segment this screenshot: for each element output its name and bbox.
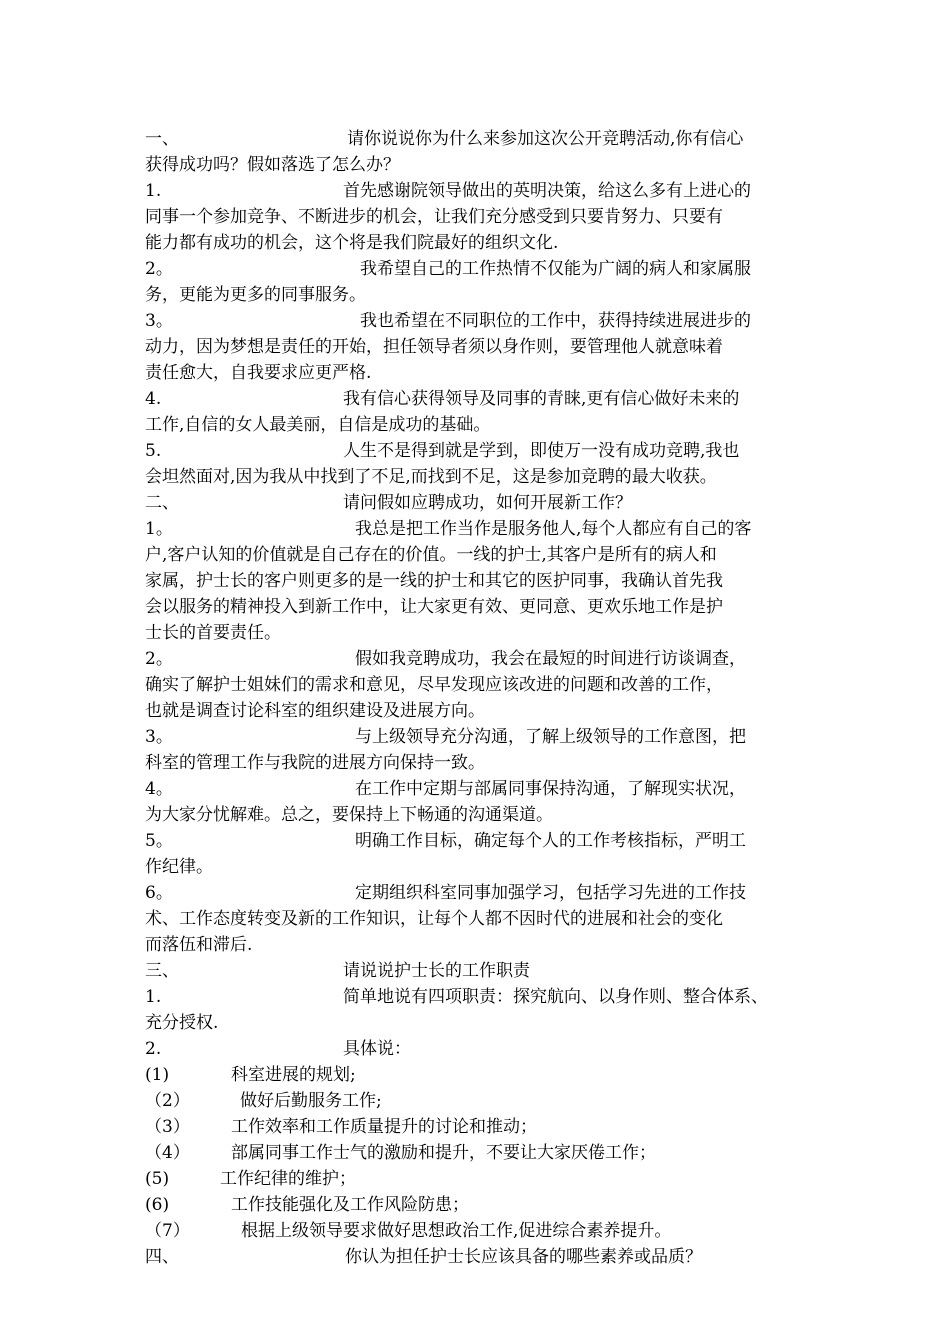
paragraph-number: 1. (145, 987, 162, 1007)
paragraph-first-line: 我总是把工作当作是服务他人,每个人都应有自己的客 (355, 519, 752, 539)
paragraph-number: 6。 (145, 883, 173, 903)
paragraph-number: 5. (145, 441, 162, 461)
paragraph (145, 1192, 825, 1218)
document-body (145, 126, 825, 1270)
paragraph-number: 2。 (145, 649, 173, 669)
paragraph-first-line: 人生不是得到就是学到，即使万一没有成功竞聘,我也 (343, 441, 740, 461)
paragraph (145, 308, 825, 386)
paragraph (145, 386, 825, 438)
paragraph-number: 二、 (145, 493, 179, 513)
paragraph (145, 1114, 825, 1140)
paragraph-line: 责任愈大，自我要求应更严格. (145, 363, 372, 383)
paragraph-line: 务，更能为更多的同事服务。 (145, 285, 366, 305)
paragraph-line: 动力，因为梦想是责任的开始，担任领导者须以身作则，要管理他人就意味着 (145, 337, 723, 357)
paragraph-first-line: 与上级领导充分沟通，了解上级领导的工作意图，把 (355, 727, 746, 747)
paragraph-first-line: 简单地说有四项职责：探究航向、以身作则、整合体系、 (343, 987, 768, 1007)
paragraph-first-line: 请问假如应聘成功，如何开展新工作？ (343, 493, 632, 513)
paragraph-line: 能力都有成功的机会，这个将是我们院最好的组织文化. (145, 233, 559, 253)
paragraph-number: 1. (145, 181, 162, 201)
paragraph (145, 1166, 825, 1192)
paragraph-line: 会以服务的精神投入到新工作中，让大家更有效、更同意、更欢乐地工作是护 (145, 597, 723, 617)
paragraph-first-line: 我希望自己的工作热情不仅能为广阔的病人和家属服 (360, 259, 751, 279)
paragraph-line: 术、工作态度转变及新的工作知识，让每个人都不因时代的进展和社会的变化 (145, 909, 723, 929)
paragraph-number: 4. (145, 389, 162, 409)
paragraph-number: （7） (145, 1221, 190, 1241)
paragraph-first-line: 工作效率和工作质量提升的讨论和推动； (231, 1117, 537, 1137)
paragraph-line: 士长的首要责任。 (145, 623, 281, 643)
paragraph-line: 同事一个参加竞争、不断进步的机会，让我们充分感受到只要肯努力、只要有 (145, 207, 723, 227)
paragraph (145, 1062, 825, 1088)
paragraph-number: 三、 (145, 961, 179, 981)
paragraph-number: 1。 (145, 519, 173, 539)
paragraph-line: 会坦然面对,因为我从中找到了不足,而找到不足，这是参加竞聘的最大收获。 (145, 467, 717, 487)
paragraph-number: (1) (145, 1065, 170, 1085)
paragraph-line: 获得成功吗？假如落选了怎么办？ (145, 155, 400, 175)
paragraph-number: 5。 (145, 831, 173, 851)
paragraph (145, 1140, 825, 1166)
paragraph-line: 作纪律。 (145, 857, 213, 877)
paragraph-number: (5) (145, 1169, 170, 1189)
paragraph-first-line: 你认为担任护士长应该具备的哪些素养或品质？ (345, 1247, 702, 1267)
paragraph (145, 256, 825, 308)
paragraph (145, 646, 825, 724)
paragraph-first-line: 工作技能强化及工作风险防患； (231, 1195, 469, 1215)
paragraph-first-line: 做好后勤服务工作; (240, 1091, 382, 1111)
paragraph-first-line: 请说说护士长的工作职责 (343, 961, 530, 981)
paragraph (145, 880, 825, 958)
paragraph (145, 828, 825, 880)
paragraph-line: 确实了解护士姐妹们的需求和意见，尽早发现应该改进的问题和改善的工作， (145, 675, 723, 695)
paragraph-line: 为大家分忧解难。总之，要保持上下畅通的沟通渠道。 (145, 805, 553, 825)
paragraph-first-line: 请你说说你为什么来参加这次公开竞聘活动,你有信心 (347, 129, 744, 149)
paragraph (145, 1244, 825, 1270)
paragraph-number: （4） (145, 1143, 190, 1163)
paragraph-line: 科室的管理工作与我院的进展方向保持一致。 (145, 753, 485, 773)
paragraph-number: 一、 (145, 129, 179, 149)
paragraph-first-line: 科室进展的规划; (231, 1065, 356, 1085)
paragraph (145, 984, 825, 1036)
paragraph-first-line: 具体说： (343, 1039, 411, 1059)
paragraph (145, 1088, 825, 1114)
paragraph-first-line: 假如我竞聘成功，我会在最短的时间进行访谈调查， (355, 649, 746, 669)
paragraph (145, 776, 825, 828)
paragraph (145, 1036, 825, 1062)
paragraph-line: 家属，护士长的客户则更多的是一线的护士和其它的医护同事，我确认首先我 (145, 571, 723, 591)
paragraph-first-line: 工作纪律的维护； (220, 1169, 356, 1189)
paragraph-line: 充分授权. (145, 1013, 219, 1033)
paragraph-first-line: 我也希望在不同职位的工作中，获得持续进展进步的 (360, 311, 751, 331)
paragraph (145, 490, 825, 516)
paragraph-first-line: 根据上级领导要求做好思想政治工作,促进综合素养提升。 (241, 1221, 672, 1241)
paragraph-first-line: 定期组织科室同事加强学习，包括学习先进的工作技 (355, 883, 746, 903)
paragraph-number: 4。 (145, 779, 173, 799)
paragraph-first-line: 明确工作目标，确定每个人的工作考核指标，严明工 (355, 831, 746, 851)
paragraph (145, 516, 825, 646)
paragraph-number: 2。 (145, 259, 173, 279)
paragraph-number: 2. (145, 1039, 162, 1059)
paragraph (145, 1218, 825, 1244)
paragraph (145, 438, 825, 490)
paragraph-number: （3） (145, 1117, 190, 1137)
paragraph-first-line: 首先感谢院领导做出的英明决策，给这么多有上进心的 (343, 181, 751, 201)
paragraph (145, 724, 825, 776)
paragraph (145, 178, 825, 256)
paragraph-number: 3。 (145, 311, 173, 331)
paragraph-line: 户,客户认知的价值就是自己存在的价值。一线的护士,其客户是所有的病人和 (145, 545, 717, 565)
paragraph-line: 工作,自信的女人最美丽，自信是成功的基础。 (145, 415, 491, 435)
paragraph-line: 也就是调查讨论科室的组织建设及进展方向。 (145, 701, 485, 721)
paragraph-first-line: 部属同事工作士气的激励和提升，不要让大家厌倦工作； (231, 1143, 656, 1163)
paragraph-number: 3。 (145, 727, 173, 747)
paragraph (145, 958, 825, 984)
paragraph-number: （2） (145, 1091, 190, 1111)
paragraph-line: 而落伍和滞后. (145, 935, 253, 955)
paragraph-number: 四、 (145, 1247, 179, 1267)
paragraph (145, 126, 825, 178)
paragraph-number: (6) (145, 1195, 170, 1215)
paragraph-first-line: 在工作中定期与部属同事保持沟通，了解现实状况， (355, 779, 746, 799)
paragraph-first-line: 我有信心获得领导及同事的青睐,更有信心做好未来的 (343, 389, 740, 409)
